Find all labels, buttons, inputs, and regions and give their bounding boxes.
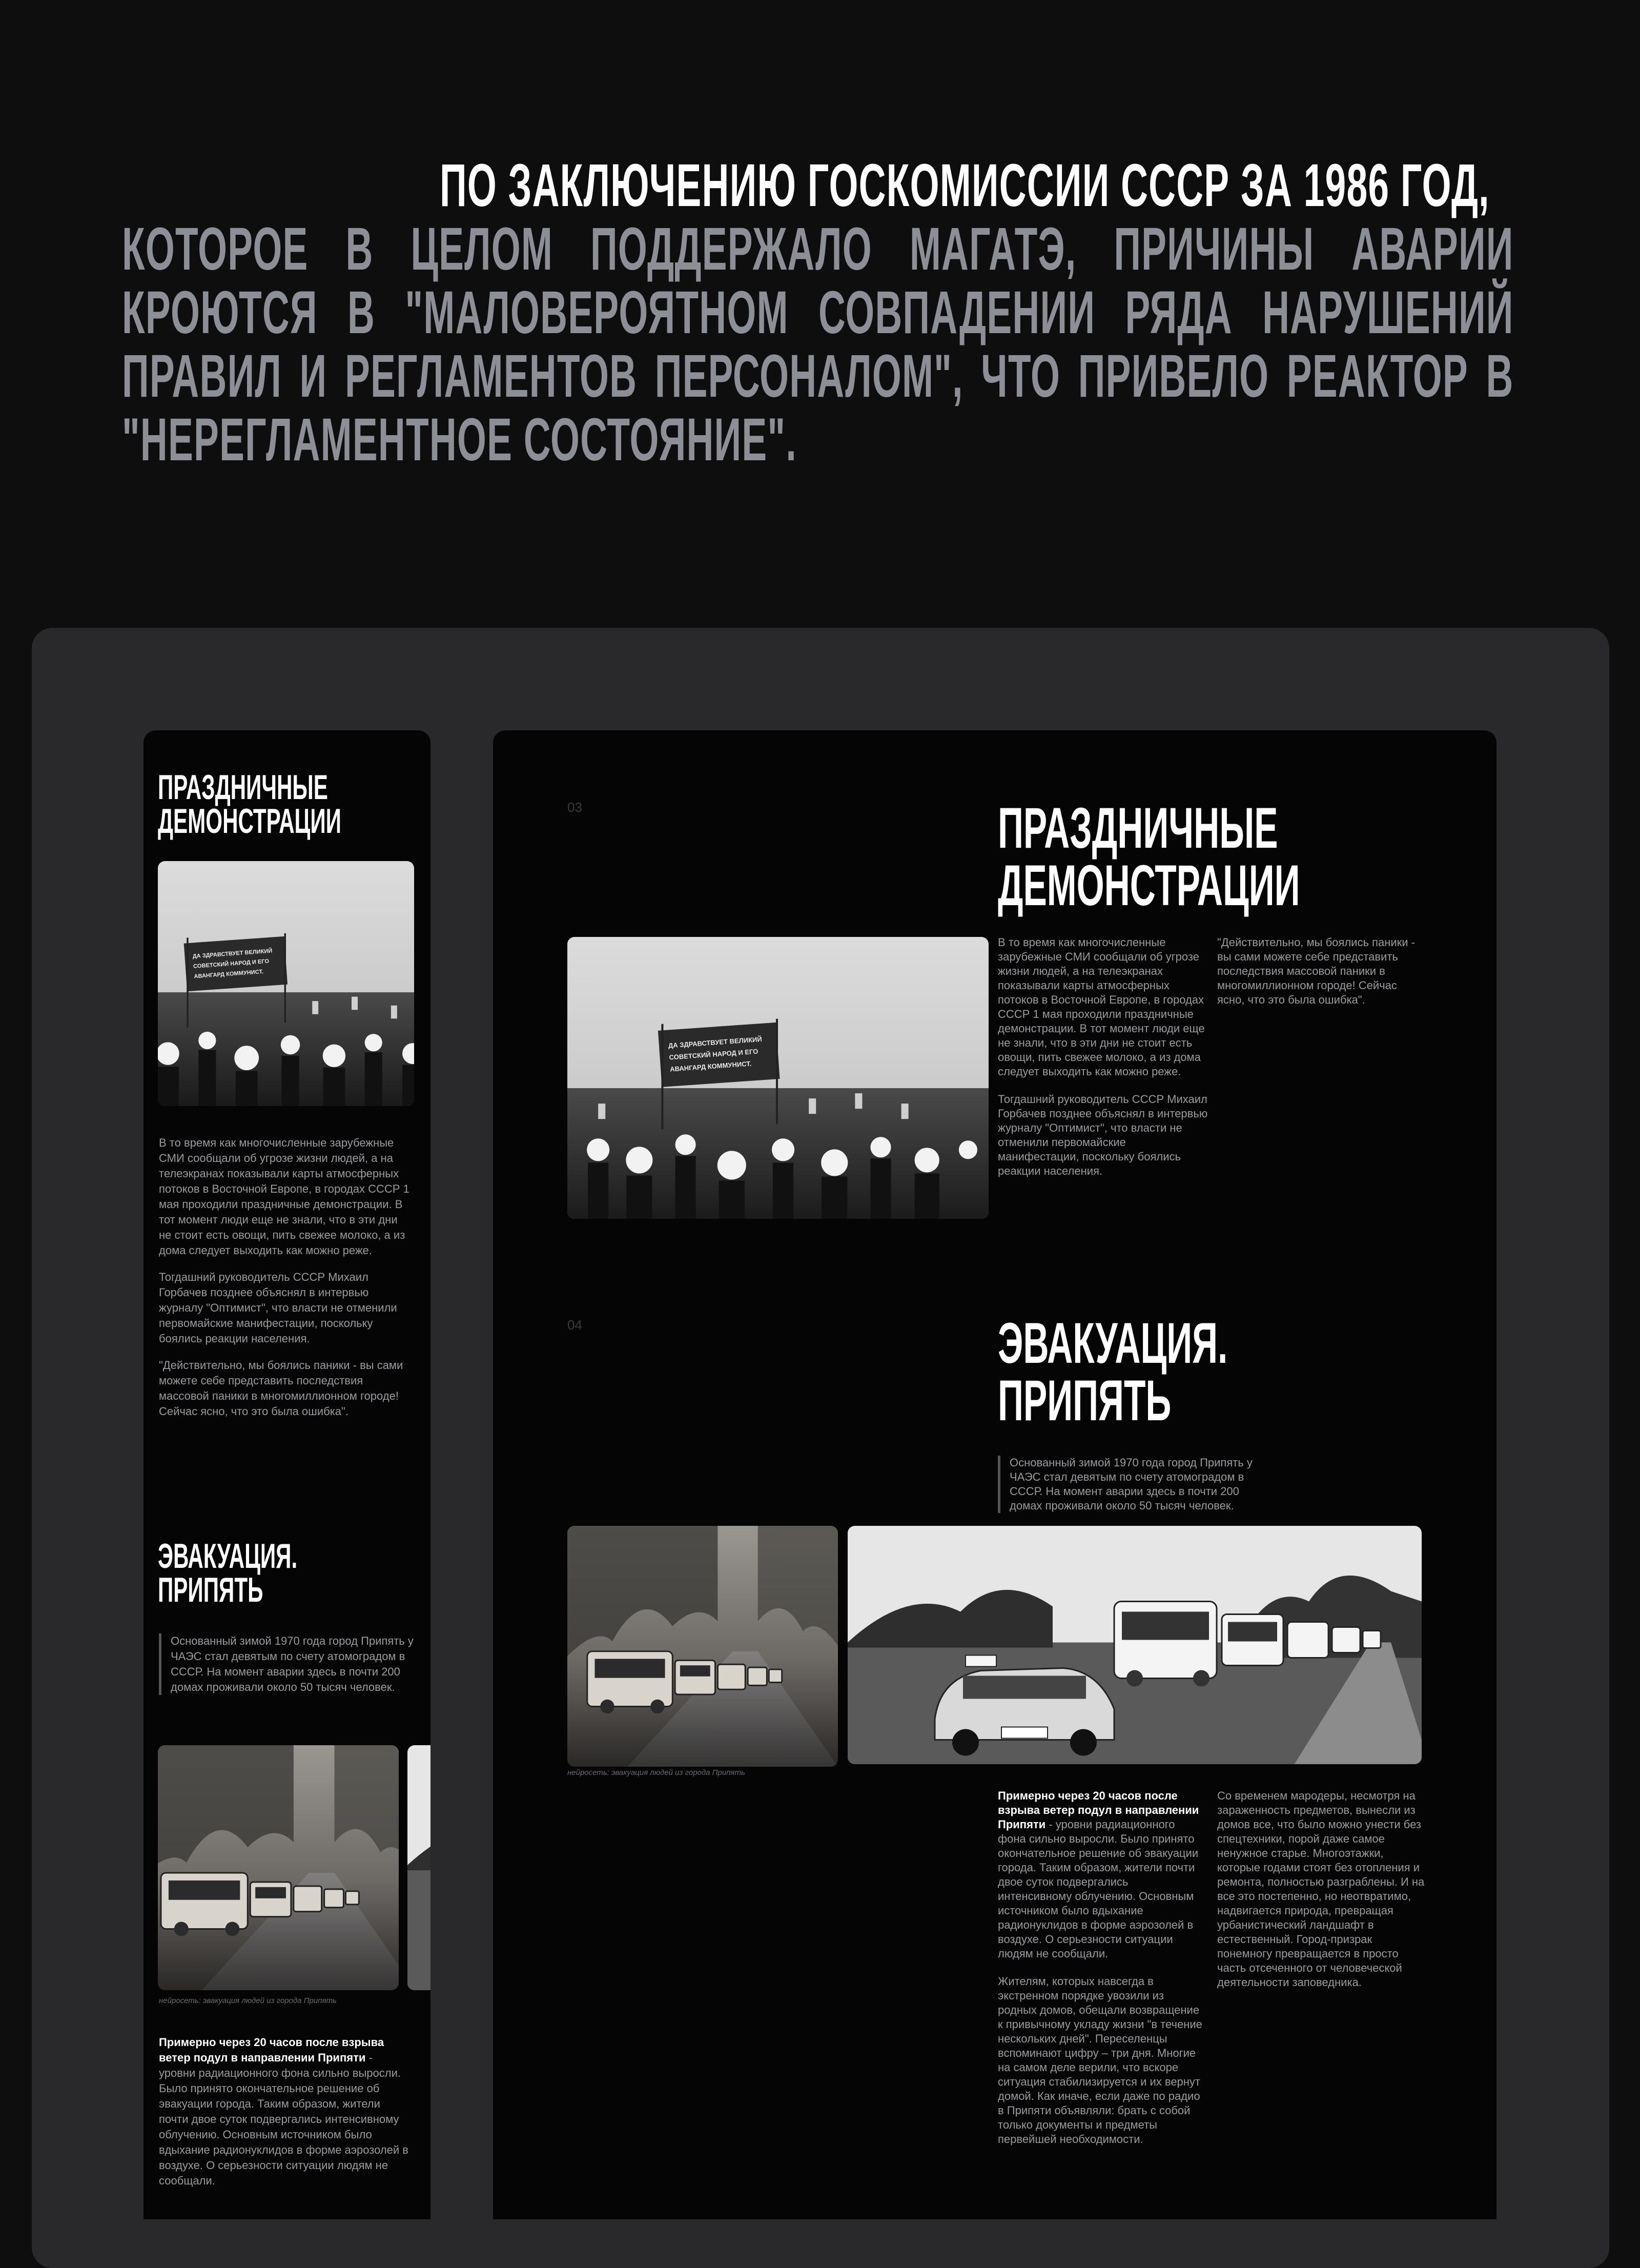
- desktop-evac-title: ЭВАКУАЦИЯ. ПРИПЯТЬ: [998, 1311, 1228, 1433]
- mobile-evac-photo-next[interactable]: [407, 1745, 430, 1990]
- mobile-evac-photo: [158, 1745, 399, 1990]
- desktop-evac-text: Примерно через 20 часов после взрыва ветер подул в направлении Припяти - уровни радиационного фона сильно выросли. Было принято окончательное решение об эвакуации города. Таким образом, жители почти двое суток подвергались интенсивному облучению. Основным источником было вдыхание радионуклидов в форме аэрозолей в воздухе. О серьезности ситуации людям не сообщали. Жителям, которых навсегда в экстренном порядке увозили из родных домов, обещали возвращение к привычному укладу жизни "в течение нескольких дней". Переселенцы вспоминают цифру – три дня. Многие на самом деле верили, что вскоре ситуация стабилизируется и их вернут домой. Как иначе, если даже по радио в Припяти объявляли: брать с собой только документы и предметы первейшей необходимости.: [998, 1789, 1202, 2146]
- desktop-evac-photo-fog: [567, 1526, 838, 1767]
- section-number-04: 04: [567, 1317, 582, 1333]
- intro-quote: [122, 154, 1516, 472]
- mobile-evac-caption: нейросеть: эвакуация людей из города Припять: [159, 1996, 337, 2005]
- desktop-demo-photo: [567, 937, 989, 1219]
- mobile-evac-title: ЭВАКУАЦИЯ. ПРИПЯТЬ: [158, 1537, 298, 1609]
- desktop-demo-title: ПРАЗДНИЧНЫЕ ДЕМОНСТРАЦИИ: [998, 796, 1300, 917]
- desktop-evac-text-2: Со временем мародеры, несмотря на зараженность предметов, вынесли из домов все, что было можно унести без спецтехники, порой даже самое ненужное старье. Многоэтажки, которые годами стоят без отопления и ремонта, полностью разграблены. И на все это постепенно, но неотвратимо, надвигается природа, превращая урбанистический ландшафт в естественный. Город-призрак понемногу превращается в просто часть отсеченного от человеческой деятельности заповедника.: [1217, 1789, 1425, 1989]
- mobile-mockup[interactable]: [144, 730, 430, 2219]
- desktop-evac-quote: Основанный зимой 1970 года город Припять у ЧАЭС стал девятым по счету атомоградом в СССР. На момент аварии здесь в почти 200 домах проживали около 50 тысяч человек.: [998, 1456, 1266, 1513]
- desktop-demo-text: В то время как многочисленные зарубежные СМИ сообщали об угрозе жизни людей, а на телеэкранах показывали карты атмосферных потоков в Восточной Европе, в городах СССР 1 мая проходили праздничные демонстрации. В тот момент люди еще не знали, что в эти дни не стоит есть овощи, пить свежее молоко, а из дома следует выходить как можно реже. Тогдашний руководитель СССР Михаил Горбачев позднее объяснял в интервью журналу "Оптимист", что власти не отменили первомайские манифестации, поскольку боялись реакции населения.: [998, 936, 1208, 1177]
- intro-rest: КОТОРОЕ В ЦЕЛОМ ПОДДЕРЖАЛО МАГАТЭ, ПРИЧИНЫ АВАРИИ КРОЮТСЯ В "МАЛОВЕРОЯТНОМ СОВПАДЕНИИ РЯДА НАРУШЕНИЙ ПРАВИЛ И РЕГЛАМЕНТОВ ПЕРСОНАЛОМ", ЧТО ПРИВЕЛО РЕАКТОР В "НЕРЕГЛАМЕНТНОЕ СОСТОЯНИЕ".: [122, 215, 1514, 474]
- mobile-demo-photo: [158, 861, 414, 1106]
- desktop-demo-quote: "Действительно, мы боялись паники - вы сами можете себе представить последствия массовой паники в многомиллионном городе! Сейчас ясно, что это была ошибка".: [1217, 936, 1415, 1006]
- intro-lead: ПО ЗАКЛЮЧЕНИЮ ГОСКОМИССИИ СССР ЗА 1986 ГОД,: [440, 152, 1490, 219]
- mobile-evac-quote: Основанный зимой 1970 года город Припять у ЧАЭС стал девятым по счету атомоградом в СССР. На момент аварии здесь в почти 200 домах проживали около 50 тысяч человек.: [159, 1633, 415, 1695]
- desktop-evac-photo-road: [848, 1526, 1422, 1764]
- section-number-03: 03: [567, 800, 582, 815]
- mobile-demo-title: ПРАЗДНИЧНЫЕ ДЕМОНСТРАЦИИ: [158, 768, 341, 841]
- mobile-demo-text: В то время как многочисленные зарубежные СМИ сообщали об угрозе жизни людей, а на телеэкранах показывали карты атмосферных потоков в Восточной Европе, в городах СССР 1 мая проходили праздничные демонстрации. В тот момент люди еще не знали, что в эти дни не стоит есть овощи, пить свежее молоко, а из дома следует выходить как можно реже. Тогдашний руководитель СССР Михаил Горбачев позднее объяснял в интервью журналу "Оптимист", что власти не отменили первомайские манифестации, поскольку боялись реакции населения. "Действительно, мы боялись паники - вы сами можете себе представить последствия массовой паники в многомиллионном городе! Сейчас ясно, что это была ошибка".: [159, 1136, 409, 1418]
- mobile-evac-text: Примерно через 20 часов после взрыва ветер подул в направлении Припяти - уровни радиационного фона сильно выросли. Было принято окончательное решение об эвакуации города. Таким образом, жители почти двое суток подвергались интенсивному облучению. Основным источником было вдыхание радионуклидов в форме аэрозолей в воздухе. О серьезности ситуации людям не сообщали.: [159, 2036, 408, 2187]
- desktop-mockup: [493, 730, 1496, 2219]
- desktop-evac-caption: нейросеть: эвакуация людей из города Припять: [567, 1768, 745, 1777]
